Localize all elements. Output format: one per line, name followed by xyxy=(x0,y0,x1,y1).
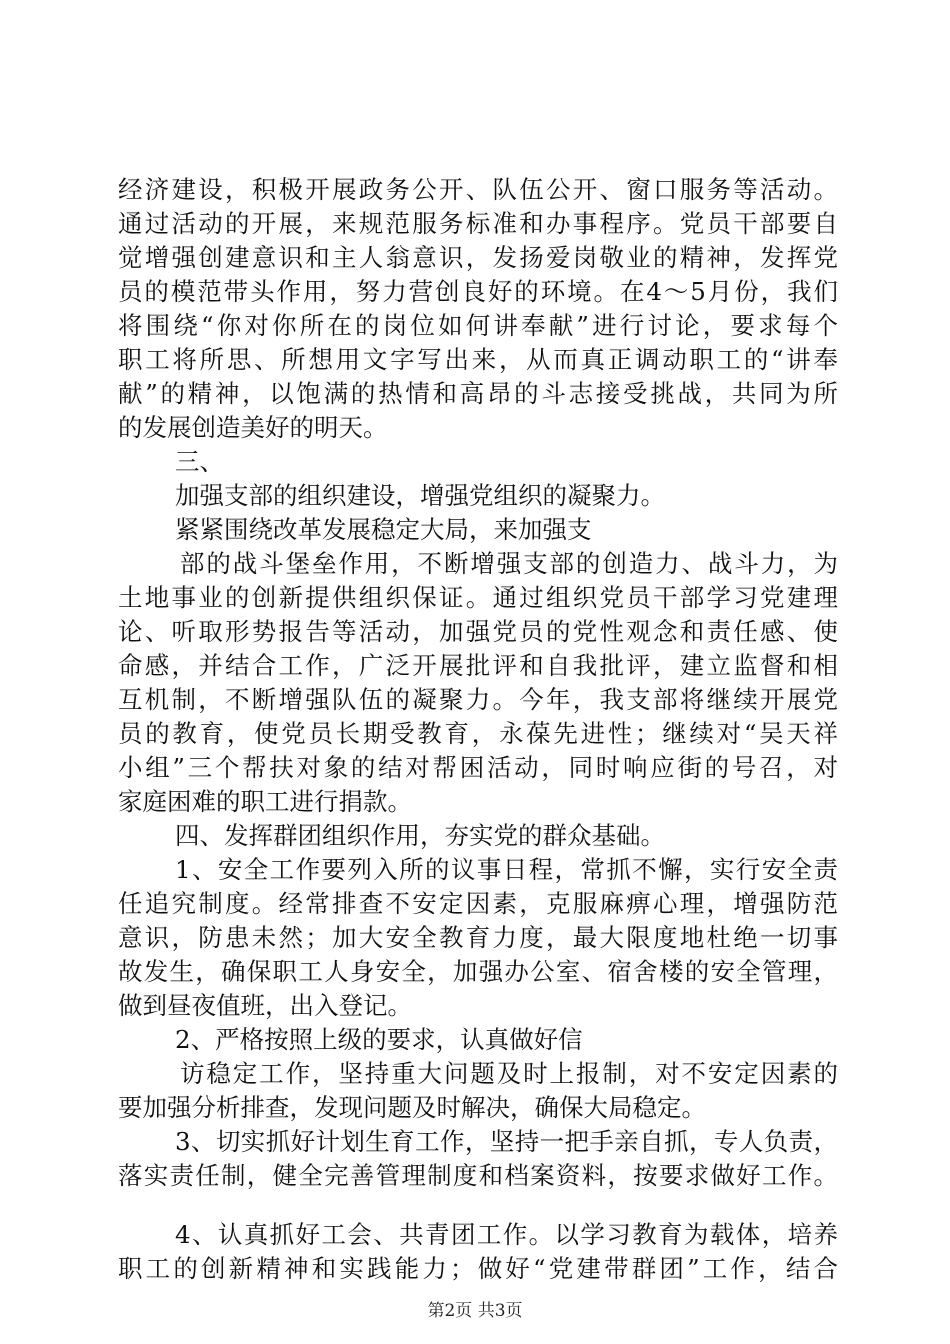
body-line: 土地事业的创新提供组织保证。通过组织党员干部学习党建理 xyxy=(118,583,838,612)
section-heading: 四、发挥群团组织作用，夯实党的群众基础。 xyxy=(175,821,665,850)
body-line: 职工的创新精神和实践能力；做好“党建带群团”工作，结合 xyxy=(118,1254,838,1283)
body-line: 觉增强创建意识和主人翁意识，发扬爱岗敬业的精神，发挥党 xyxy=(118,243,838,272)
body-line: 任追究制度。经常排查不安定因素，克服麻痹心理，增强防范 xyxy=(118,889,838,918)
body-line: 紧紧围绕改革发展稳定大局，来加强支 xyxy=(175,515,592,544)
body-line: 员的模范带头作用，努力营创良好的环境。在4～5月份，我们 xyxy=(118,277,838,306)
body-line: 论、听取形势报告等活动，加强党员的党性观念和责任感、使 xyxy=(118,617,838,646)
body-line: 互机制，不断增强队伍的凝聚力。今年，我支部将继续开展党 xyxy=(118,685,838,714)
body-line: 的发展创造美好的明天。 xyxy=(118,413,388,442)
body-line: 2、严格按照上级的要求，认真做好信 xyxy=(175,1025,583,1054)
body-line: 命感，并结合工作，广泛开展批评和自我批评，建立监督和相 xyxy=(118,651,838,680)
section-heading: 加强支部的组织建设，增强党组织的凝聚力。 xyxy=(175,481,665,510)
body-line: 员的教育，使党员长期受教育，永葆先进性；继续对“吴天祥 xyxy=(118,719,838,748)
body-line: 做到昼夜值班，出入登记。 xyxy=(118,991,412,1020)
body-line: 部的战斗堡垒作用，不断增强支部的创造力、战斗力，为 xyxy=(180,549,838,578)
body-line: 小组”三个帮扶对象的结对帮困活动，同时响应街的号召，对 xyxy=(118,753,838,782)
body-line: 落实责任制，健全完善管理制度和档案资料，按要求做好工作。 xyxy=(118,1161,838,1190)
body-line: 家庭困难的职工进行捐款。 xyxy=(118,787,412,816)
body-line: 献”的精神，以饱满的热情和高昂的斗志接受挑战，共同为所 xyxy=(118,379,838,408)
body-line: 4、认真抓好工会、共青团工作。以学习教育为载体，培养 xyxy=(175,1220,838,1249)
body-line: 要加强分析排查，发现问题及时解决，确保大局稳定。 xyxy=(118,1093,706,1122)
body-line: 意识，防患未然；加大安全教育力度，最大限度地杜绝一切事 xyxy=(118,923,838,952)
section-heading: 三、 xyxy=(175,447,224,476)
body-line: 职工将所思、所想用文字写出来，从而真正调动职工的“讲奉 xyxy=(118,345,838,374)
body-line: 1、安全工作要列入所的议事日程，常抓不懈，实行安全责 xyxy=(175,855,838,884)
body-line: 经济建设，积极开展政务公开、队伍公开、窗口服务等活动。 xyxy=(118,175,838,204)
body-line: 3、切实抓好计划生育工作，坚持一把手亲自抓，专人负责， xyxy=(175,1127,838,1156)
body-line: 故发生，确保职工人身安全，加强办公室、宿舍楼的安全管理， xyxy=(118,957,838,986)
body-line: 通过活动的开展，来规范服务标准和办事程序。党员干部要自 xyxy=(118,209,838,238)
body-line: 将围绕“你对你所在的岗位如何讲奉献”进行讨论，要求每个 xyxy=(118,311,838,340)
body-line: 访稳定工作，坚持重大问题及时上报制，对不安定因素的 xyxy=(180,1059,838,1088)
page-number-footer: 第2页 共3页 xyxy=(427,1301,523,1321)
